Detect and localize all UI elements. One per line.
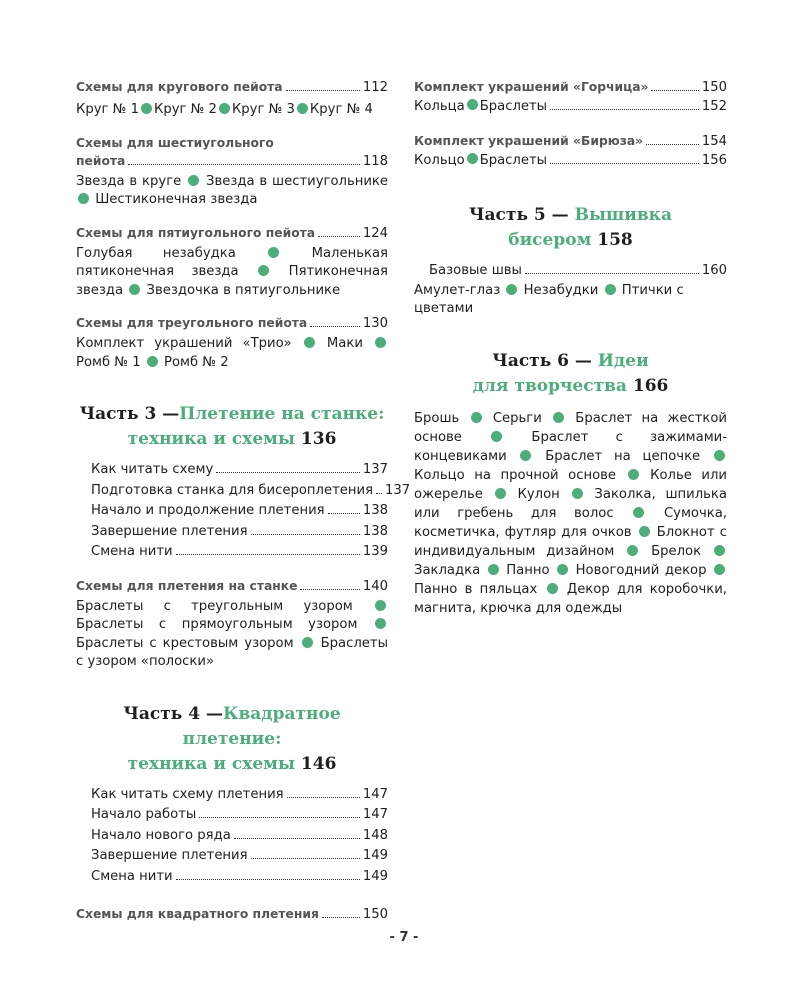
toc-entry[interactable]: Смена нити 139 bbox=[91, 544, 388, 559]
item-list: Браслеты с треугольным узором Браслеты с прямоугольным узором Браслеты с крестовым узором Браслеты с узором «полоски» bbox=[76, 598, 388, 669]
toc-entry[interactable]: Начало нового ряда 148 bbox=[91, 827, 388, 843]
bullet-dot-icon bbox=[627, 545, 638, 556]
bullet-dot-icon bbox=[297, 103, 308, 114]
part-heading: Часть 3 —Плетение на станке: техника и схемы 136 bbox=[79, 404, 385, 449]
toc-entry[interactable]: Базовые швы 160 bbox=[429, 263, 727, 278]
toc-entry[interactable]: Завершение плетения 149 bbox=[91, 848, 388, 863]
bullet-dot-icon bbox=[605, 284, 616, 295]
bullet-dot-icon bbox=[520, 450, 531, 461]
toc-entry[interactable]: Кольцо Браслеты 156 bbox=[414, 152, 727, 168]
left-column bbox=[76, 78, 411, 924]
toc-heading[interactable]: Схемы для плетения на станке 140 bbox=[76, 578, 388, 594]
bullet-dot-icon bbox=[375, 600, 386, 611]
bullet-dot-icon bbox=[572, 488, 583, 499]
toc-entry[interactable]: Начало работы 147 bbox=[91, 807, 388, 822]
bullet-dot-icon bbox=[628, 469, 639, 480]
toc-entry[interactable]: Кольца Браслеты 152 bbox=[414, 99, 727, 114]
bullet-dot-icon bbox=[714, 564, 725, 575]
item-list: Комплект украшений «Трио» Маки Ромб № 1 Ромб № 2 bbox=[76, 335, 388, 372]
toc-entry[interactable]: Как читать схему плетения 147 bbox=[91, 786, 388, 802]
bullet-dot-icon bbox=[491, 431, 502, 442]
toc-heading[interactable]: Комплект украшений «Горчица» 150 bbox=[414, 80, 727, 95]
bullet-dot-icon bbox=[219, 103, 230, 114]
item-list: Амулет-глаз Незабудки Птички с цветами bbox=[414, 282, 684, 316]
bullet-dot-icon bbox=[506, 284, 517, 295]
item-list: Круг № 1 Круг № 2 Круг № 3 Круг № 4 bbox=[76, 102, 373, 117]
toc-entry[interactable]: Подготовка станка для бисероплетения 137 bbox=[91, 482, 411, 498]
part-heading: Часть 5 — Вышивка бисером 158 bbox=[469, 205, 672, 250]
toc-heading[interactable]: Схемы для кругового пейота 112 bbox=[76, 80, 388, 95]
bullet-dot-icon bbox=[258, 265, 269, 276]
toc-entry[interactable]: Завершение плетения 138 bbox=[91, 523, 388, 539]
bullet-dot-icon bbox=[633, 507, 644, 518]
bullet-dot-icon bbox=[141, 103, 152, 114]
toc-heading[interactable]: Комплект украшений «Бирюза» 154 bbox=[414, 133, 727, 149]
bullet-dot-icon bbox=[375, 618, 386, 629]
bullet-dot-icon bbox=[129, 284, 140, 295]
bullet-dot-icon bbox=[714, 450, 725, 461]
bullet-dot-icon bbox=[304, 337, 315, 348]
bullet-dot-icon bbox=[188, 175, 199, 186]
page-number: - 7 - bbox=[389, 930, 419, 945]
bullet-dot-icon bbox=[639, 526, 650, 537]
toc-entry[interactable]: Начало и продолжение плетения 138 bbox=[91, 503, 388, 518]
toc-heading[interactable]: Схемы для пятиугольного пейота 124 bbox=[76, 225, 388, 241]
toc-heading[interactable]: пейота 118 bbox=[76, 153, 388, 169]
bullet-dot-icon bbox=[268, 247, 279, 258]
bullet-dot-icon bbox=[553, 412, 564, 423]
toc-heading: Схемы для шестиугольного bbox=[76, 135, 274, 150]
right-column bbox=[414, 78, 727, 618]
bullet-dot-icon bbox=[547, 583, 558, 594]
bullet-dot-icon bbox=[714, 545, 725, 556]
bullet-dot-icon bbox=[147, 356, 158, 367]
item-list: Брошь Серьги Браслет на жесткой основе Браслет с зажимами-концевиками Браслет на цепочке Кольцо на прочной основе Колье или ожерелье Кулон Заколка, шпилька или гребень для волос Сумочка, косметичка, футляр для очков Блокнот с индивидуальным дизайном Брелок Закладка Панно Новогодний декор Панно в пяльцах Декор для коробочки, магнита, крючка для одежды bbox=[414, 410, 727, 616]
item-list: Звезда в круге Звезда в шестиугольнике Шестиконечная звезда bbox=[76, 173, 388, 207]
part-heading: Часть 4 —Квадратное плетение: техника и схемы 146 bbox=[123, 703, 341, 774]
toc-heading[interactable]: Схемы для треугольного пейота 130 bbox=[76, 316, 388, 331]
toc-entry[interactable]: Смена нити 149 bbox=[91, 868, 388, 884]
bullet-dot-icon bbox=[488, 564, 499, 575]
bullet-dot-icon bbox=[467, 153, 478, 164]
bullet-dot-icon bbox=[471, 412, 482, 423]
bullet-dot-icon bbox=[375, 337, 386, 348]
bullet-dot-icon bbox=[557, 564, 568, 575]
item-list: Голубая незабудка Маленькая пятиконечная звезда Пятиконечная звезда Звездочка в пятиугольнике bbox=[76, 245, 388, 298]
bullet-dot-icon bbox=[467, 99, 478, 110]
bullet-dot-icon bbox=[78, 193, 89, 204]
toc-entry[interactable]: Как читать схему 137 bbox=[91, 462, 388, 477]
bullet-dot-icon bbox=[302, 637, 313, 648]
toc-heading[interactable]: Схемы для квадратного плетения 150 bbox=[76, 907, 388, 922]
part-heading: Часть 6 — Идеи для творчества 166 bbox=[472, 350, 669, 396]
bullet-dot-icon bbox=[495, 488, 506, 499]
